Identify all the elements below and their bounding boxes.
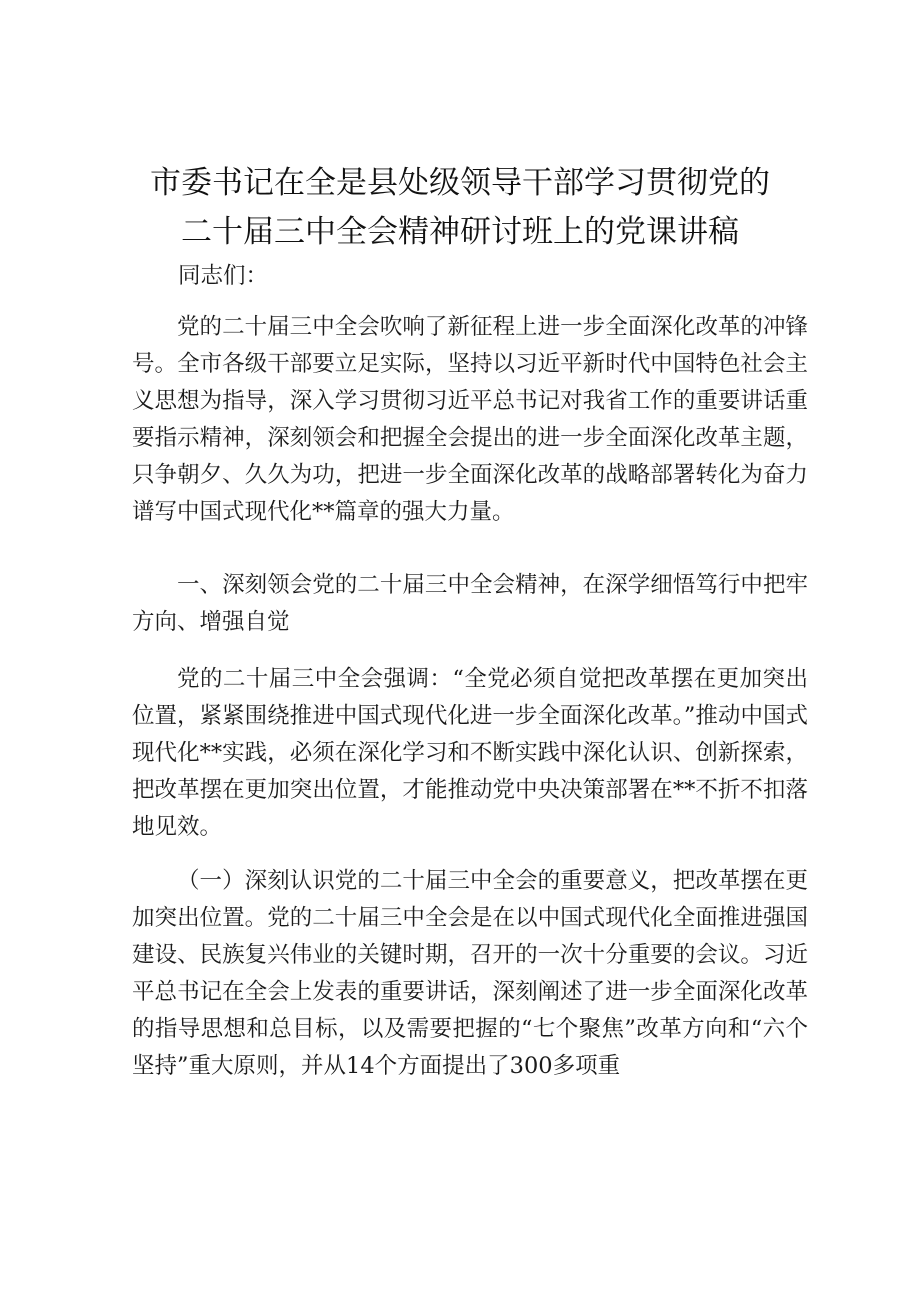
paragraph-section-1: 党的二十届三中全会强调：“全党必须自觉把改革摆在更加突出位置，紧紧围绕推进中国式现代化进一步全面深化改革。”推动中国式现代化**实践，必须在深化学习和不断实践中深化认识、创新探索，把改革摆在更加突出位置，才能推动党中央决策部署在**不折不扣落地见效。 (132, 666, 808, 840)
title-line-1: 市委书记在全是县处级领导干部学习贯彻党的 (150, 165, 770, 201)
document-title (130, 163, 790, 252)
paragraph-intro: 党的二十届三中全会吹响了新征程上进一步全面深化改革的冲锋号。全市各级干部要立足实际，坚持以习近平新时代中国特色社会主义思想为指导，深入学习贯彻习近平总书记对我省工作的重要讲话重要指示精神，深刻领会和把握全会提出的进一步全面深化改革主题，只争朝夕、久久为功，把进一步全面深化改革的战略部署转化为奋力谱写中国式现代化**篇章的强大力量。 (132, 314, 808, 525)
section-heading-1: 一、深刻领会党的二十届三中全会精神，在深学细悟笃行中把牢方向、增强自觉 (132, 572, 808, 635)
paragraph-subsection-1: （一）深刻认识党的二十届三中全会的重要意义，把改革摆在更加突出位置。党的二十届三中全会是在以中国式现代化全面推进强国建设、民族复兴伟业的关键时期，召开的一次十分重要的会议。习近平总书记在全会上发表的重要讲话，深刻阐述了进一步全面深化改革的指导思想和总目标，以及需要把握的“七个聚焦”改革方向和“六个坚持”重大原则，并从14个方面提出了300多项重 (132, 868, 808, 1079)
title-line-2: 二十届三中全会精神研讨班上的党课讲稿 (181, 214, 739, 250)
salutation: 同志们： (178, 263, 269, 289)
